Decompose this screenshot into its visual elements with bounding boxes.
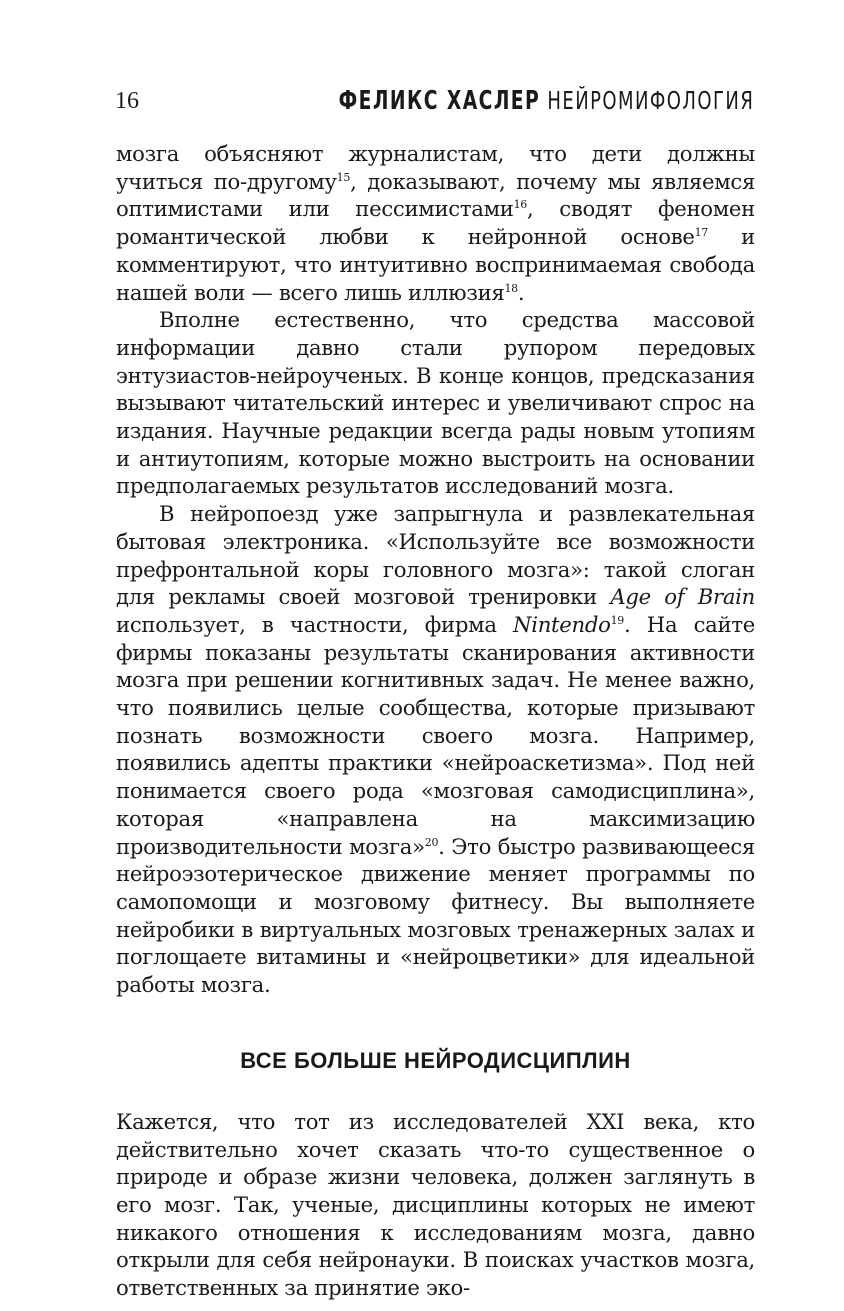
paragraph-1 xyxy=(116,140,755,306)
footnote-ref: 16 xyxy=(513,198,528,212)
running-head xyxy=(338,86,754,116)
text-run: использует, в частности, фирма xyxy=(116,611,513,637)
text-run: В нейропоезд уже запрыгнула и развлекательная бытовая электроника. «Используйте все возможности префронтальной коры головного мозга»: такой слоган для рекламы своей мозговой тренировки xyxy=(116,501,755,610)
text-run: . xyxy=(517,279,525,305)
section-heading: ВСЕ БОЛЬШЕ НЕЙРОДИСЦИПЛИН xyxy=(240,1047,631,1073)
footnote-ref: 18 xyxy=(504,281,518,295)
footnote-ref: 19 xyxy=(610,613,624,627)
text-run: мозга объясняют журналистам, что дети должны учиться по-другому xyxy=(116,141,755,194)
running-head-author: ФЕЛИКС ХАСЛЕР xyxy=(338,86,540,116)
paragraph-3 xyxy=(116,500,755,999)
page-number: 16 xyxy=(115,88,139,114)
footnote-ref: 15 xyxy=(336,170,351,184)
paragraph-2: Вполне естественно, что средства массовой информации давно стали рупором передовых энтузиастов-нейроученых. В конце концов, предсказания вызывают читательский интерес и увеличивают спрос на издания. Научные редакции всегда рады новым утопиям и антиутопиям, которые можно выстроить на основании предполагаемых результатов исследований мозга. xyxy=(116,307,755,499)
text-run: , доказывают, почему мы являемся оптимистами или пессимистами xyxy=(116,168,756,222)
running-head-book-title: НЕЙРОМИФОЛОГИЯ xyxy=(547,86,754,115)
italic-product-name: Age of Brain xyxy=(610,584,755,610)
footnote-ref: 20 xyxy=(424,835,439,849)
paragraph-4: Кажется, что тот из исследователей XXI века, кто действительно хочет сказать что-то существенное о природе и образе жизни человека, должен заглянуть в его мозг. Так, ученые, дисциплины которых не имеют никакого отношения к исследованиям мозга, давно открыли для себя нейронауки. В поисках участков мозга, ответственных за принятие эко- xyxy=(116,1108,755,1301)
footnote-ref: 17 xyxy=(694,226,708,240)
text-run: . На сайте фирмы показаны результаты сканирования активности мозга при решении когнитивных задач. Не менее важно, что появились целые сообщества, которые призывают познать возможности своего мозга. Например, появились адепты практики «нейроаскетизма». Под ней понимается своего рода «мозговая самодисциплина», которая «направлена на максимизацию производительности мозга» xyxy=(116,611,756,859)
text-run: , сводят феномен романтической любви к нейронной основе xyxy=(116,196,755,250)
italic-company-name: Nintendo xyxy=(513,611,611,637)
text-run: и комментируют, что интуитивно воспринимаемая свобода нашей воли — всего лишь иллюзия xyxy=(116,224,756,305)
body-text xyxy=(116,140,755,1302)
text-run: . Это быстро развивающееся нейроэзотерическое движение меняет программы по самопомощи и мозговому фитнесу. Вы выполняете нейробики в виртуальных мозговых тренажерных залах и поглощаете витамины и «нейроцветики» для идеальной работы мозга. xyxy=(116,833,755,998)
page-header xyxy=(115,86,754,120)
